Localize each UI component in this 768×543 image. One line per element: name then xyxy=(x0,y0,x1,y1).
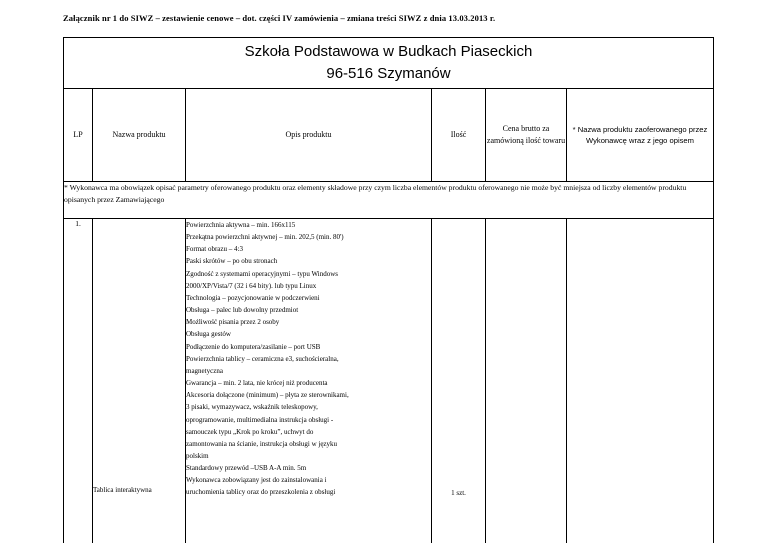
cell-nazwa-produktu xyxy=(93,219,186,543)
opis-line: Wykonawca zobowiązany jest do zainstalowania i xyxy=(186,476,327,485)
school-title-line1: Szkoła Podstawowa w Budkach Piaseckich xyxy=(244,43,533,61)
table-row xyxy=(64,219,714,543)
quantity-value: 1 szt. xyxy=(451,489,466,497)
column-header-nazwa-oferowanego: * Nazwa produktu zaoferowanego przez Wykonawcę wraz z jego opisem xyxy=(567,89,714,182)
opis-line: Zgodność z systemami operacyjnymi – typu Windows xyxy=(186,269,339,278)
cell-opis-produktu xyxy=(186,219,432,543)
opis-line: Powierzchnia tablicy – ceramiczna e3, suchościeralna, xyxy=(186,354,339,363)
cell-cena-brutto-empty xyxy=(486,219,567,543)
opis-line: Paski skrótów – po obu stronach xyxy=(186,257,278,266)
price-table xyxy=(63,37,714,543)
opis-line: Przekątna powierzchni aktywnej – min. 202,5 (min. 80') xyxy=(186,233,344,242)
opis-line: Standardowy przewód –USB A-A min. 5m xyxy=(186,464,307,473)
opis-line: Powierzchnia aktywna – min. 166x115 xyxy=(186,221,296,229)
column-header-nazwa-produktu: Nazwa produktu xyxy=(93,89,186,182)
opis-line: 3 pisaki, wymazywacz, wskaźnik teleskopowy, xyxy=(186,403,318,412)
note-row xyxy=(64,182,714,219)
column-header-ilosc: Ilość xyxy=(432,89,486,182)
opis-line: Format obrazu – 4:3 xyxy=(186,245,243,254)
wykonawca-note: * Wykonawca ma obowiązek opisać parametry oferowanego produktu oraz elementy składowe przy czym liczba elementów produktu oferowanego nie może być mniejsza od liczby elementów produktu opisanych przez Zamawiającego xyxy=(64,182,714,219)
product-name: Tablica interaktywna xyxy=(93,486,152,494)
title-row xyxy=(64,38,714,89)
cell-nazwa-oferowanego-empty xyxy=(567,219,714,543)
opis-line: Możliwość pisania przez 2 osoby xyxy=(186,318,280,327)
opis-line: oprogramowanie, multimedialna instrukcja obsługi - xyxy=(186,415,334,424)
opis-line: samouczek typu „Krok po kroku”, uchwyt do xyxy=(186,427,314,436)
opis-line: Gwarancja – min. 2 lata, nie krócej niż producenta xyxy=(186,379,328,388)
opis-line: magnetyczna xyxy=(186,366,223,375)
opis-line: Podłączenie do komputera/zasilanie – port USB xyxy=(186,342,321,351)
opis-line: Akcesoria dołączone (minimum) – płyta ze sterownikami, xyxy=(186,391,349,400)
opis-line: uruchomienia tablicy oraz do przeszkolenia z obsługi xyxy=(186,488,336,497)
column-header-lp: LP xyxy=(64,89,93,182)
opis-line: Technologia – pozycjonowanie w podczerwieni xyxy=(186,293,320,302)
attachment-header-note: Załącznik nr 1 do SIWZ – zestawienie cenowe – dot. części IV zamówienia – zmiana treści SIWZ z dnia 13.03.2013 r. xyxy=(63,13,496,23)
opis-line: 2000/XP/Vista/7 (32 i 64 bity). lub typu Linux xyxy=(186,281,317,290)
opis-line: Obsługa – palec lub dowolny przedmiot xyxy=(186,306,299,315)
opis-line: Obsługa gestów xyxy=(186,330,231,339)
column-header-cena-brutto: Cena brutto za zamówioną ilość towaru xyxy=(486,89,567,182)
cell-lp: 1. xyxy=(64,219,93,543)
cell-ilosc xyxy=(432,219,486,543)
opis-line: zamontowania na ścianie, instrukcja obsługi w języku xyxy=(186,439,338,448)
header-row xyxy=(64,89,714,182)
school-title-line2: 96-516 Szymanów xyxy=(326,65,451,82)
opis-line: polskim xyxy=(186,451,209,460)
school-title-cell xyxy=(64,38,714,89)
column-header-opis-produktu: Opis produktu xyxy=(186,89,432,182)
